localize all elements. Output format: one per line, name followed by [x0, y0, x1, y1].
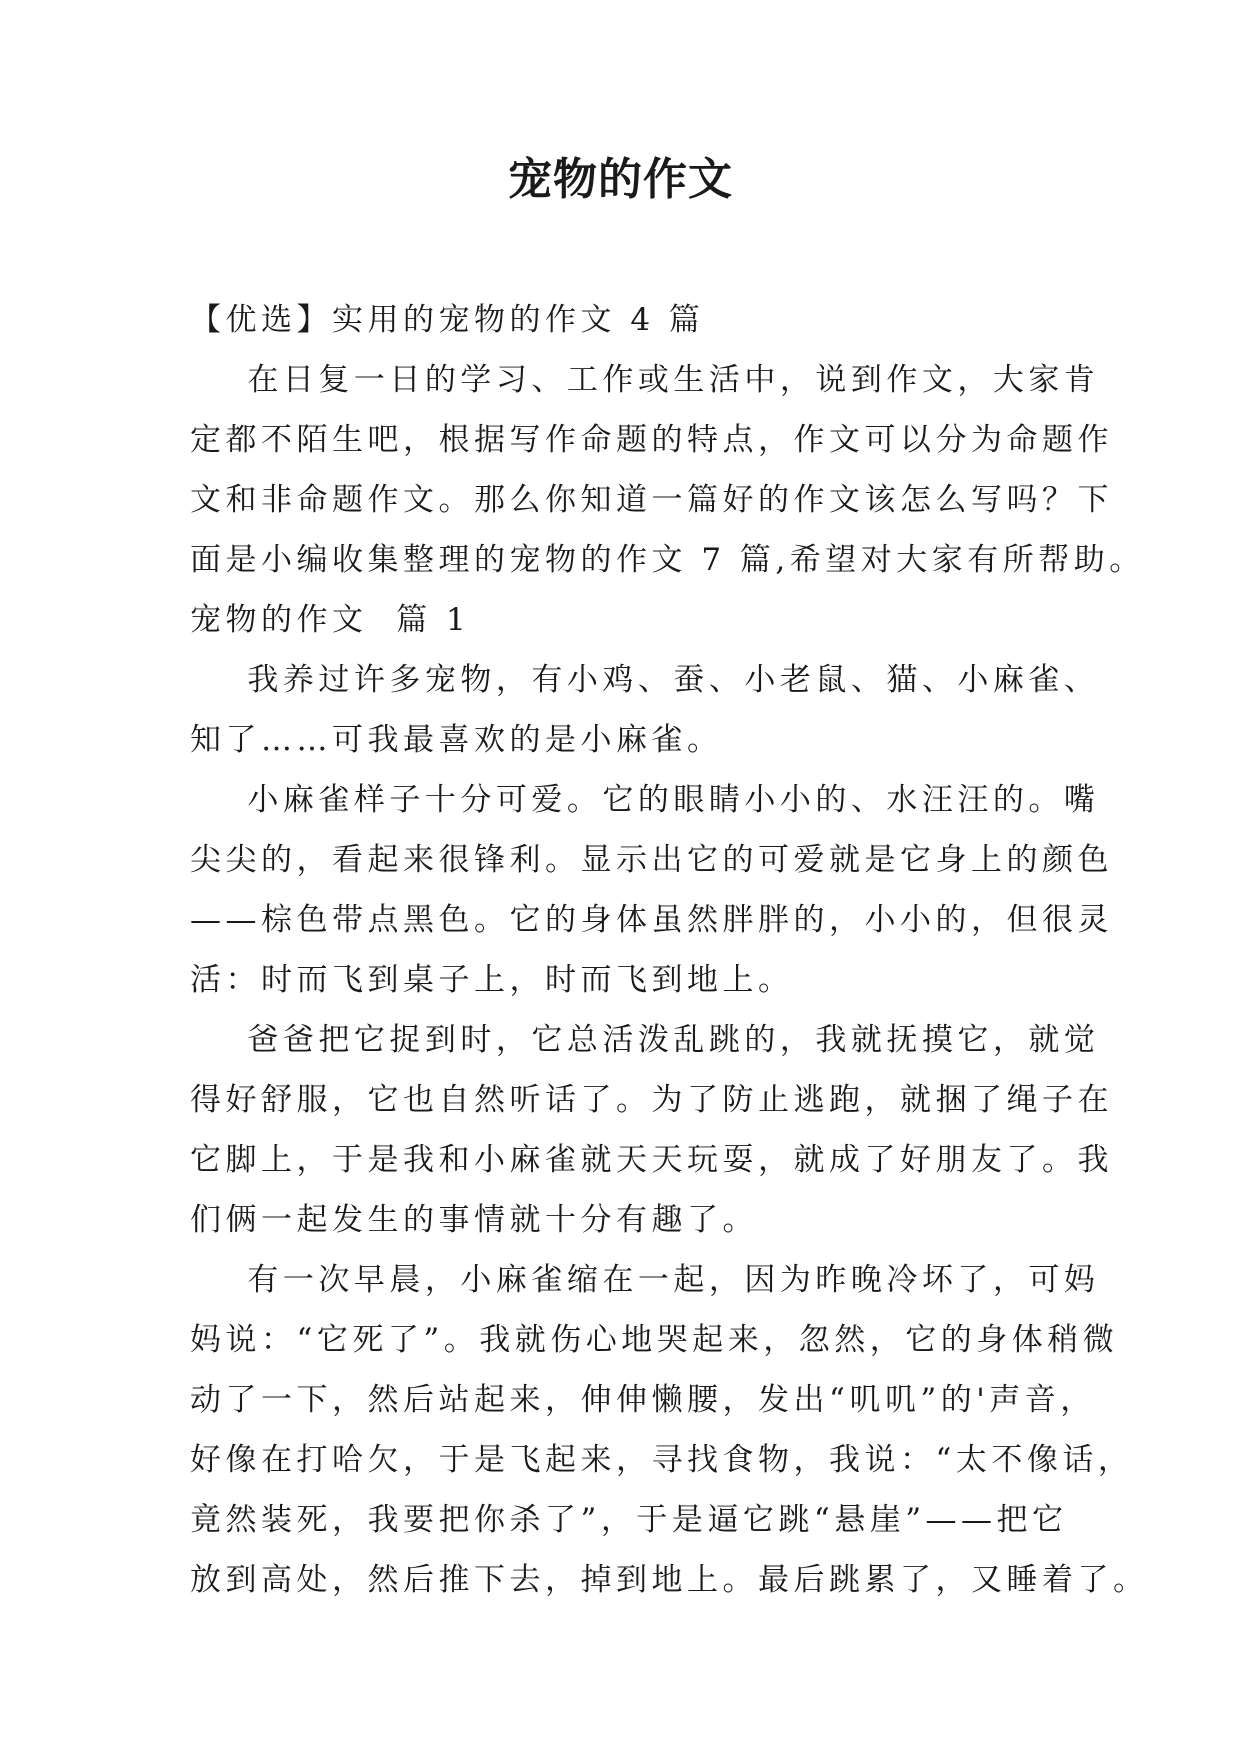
text-line: 竟然装死，我要把你杀了”，于是逼它跳“悬崖”——把它	[190, 1502, 1068, 1538]
text-line: 面是小编收集整理的宠物的作文 7 篇,希望对大家有所帮助。	[190, 542, 1145, 578]
text-line: 得好舒服，它也自然听话了。为了防止逃跑，就捆了绳子在	[190, 1082, 1113, 1118]
text-line: 们俩一起发生的事情就十分有趣了。	[190, 1202, 758, 1238]
text-line: 定都不陌生吧，根据写作命题的特点，作文可以分为命题作	[190, 422, 1113, 458]
text-line: 文和非命题作文。那么你知道一篇好的作文该怎么写吗？下	[190, 482, 1113, 518]
document-body	[190, 290, 1149, 1610]
text-line: 爸爸把它捉到时，它总活泼乱跳的，我就抚摸它，就觉	[190, 1022, 1100, 1058]
text-line: 活：时而飞到桌子上，时而飞到地上。	[190, 962, 794, 998]
text-line: 妈说：“它死了”。我就伤心地哭起来，忽然，它的身体稍微	[190, 1322, 1119, 1358]
text-line: 知了……可我最喜欢的是小麻雀。	[190, 722, 723, 758]
text-line: 好像在打哈欠，于是飞起来，寻找食物，我说：“太不像话，	[190, 1442, 1134, 1478]
text-line: 有一次早晨，小麻雀缩在一起，因为昨晚冷坏了，可妈	[190, 1262, 1100, 1298]
text-line: 在日复一日的学习、工作或生活中，说到作文，大家肯	[190, 362, 1100, 398]
text-line: 它脚上，于是我和小麻雀就天天玩耍，就成了好朋友了。我	[190, 1142, 1113, 1178]
text-line: 小麻雀样子十分可爱。它的眼睛小小的、水汪汪的。嘴	[190, 782, 1100, 818]
text-line: 动了一下，然后站起来，伸伸懒腰，发出“叽叽”的'声音，	[190, 1382, 1096, 1418]
document-title: 宠物的作文	[508, 154, 733, 205]
section-heading: 宠物的作文 篇 1	[190, 602, 471, 638]
text-line: 尖尖的，看起来很锋利。显示出它的可爱就是它身上的颜色	[190, 842, 1113, 878]
text-line: ——棕色带点黑色。它的身体虽然胖胖的，小小的，但很灵	[190, 902, 1113, 938]
subtitle-line: 【优选】实用的宠物的作文 4 篇	[190, 302, 705, 338]
text-line: 我养过许多宠物，有小鸡、蚕、小老鼠、猫、小麻雀、	[190, 662, 1100, 698]
text-line: 放到高处，然后推下去，掉到地上。最后跳累了，又睡着了。	[190, 1562, 1149, 1598]
